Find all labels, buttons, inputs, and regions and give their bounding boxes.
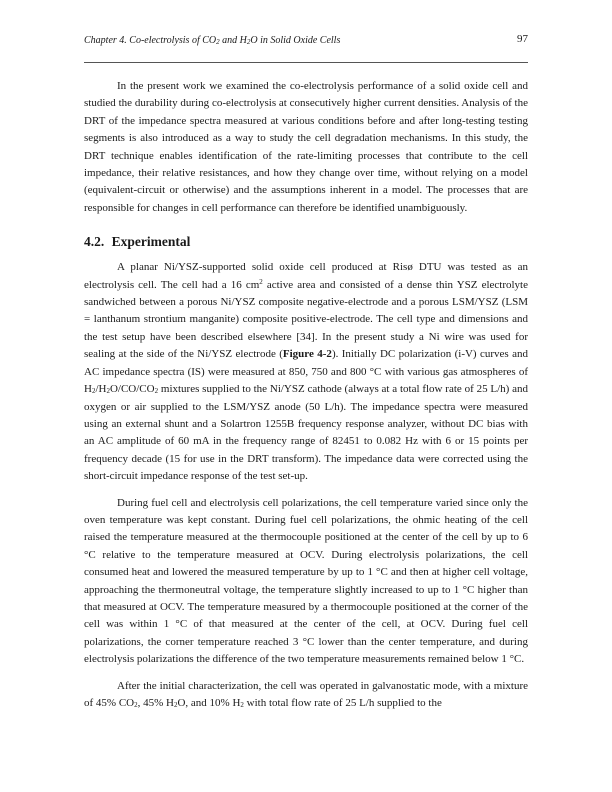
figure-reference: Figure 4-2 bbox=[282, 348, 332, 361]
section-title: Experimental bbox=[111, 234, 191, 250]
page-body bbox=[84, 78, 528, 721]
header-rule bbox=[84, 62, 528, 63]
intro-paragraph: In the present work we examined the co-electrolysis performance of a solid oxide cell and studied the durability during co-electrolysis at consecutively higher current densities. Analysis of the DRT of the impedance spectra measured at various conditions before and after long-testing testing segments is also introduced as a way to study the cell degradation mechanisms. In this study, the DRT technique enables identification of the rate-limiting processes that contribute to the cell impedance, their relative resistances, and how they change over time, without relying on a model (equivalent-circuit or otherwise) and the assumptions inherent in a model. The processes that are responsible for changes in cell performance can therefore be identified unambiguously. bbox=[84, 80, 528, 214]
chapter-title: Chapter 4. Co-electrolysis of $CO_2$ and $H_2O$ in Solid Oxide Cells bbox=[84, 35, 341, 46]
section-heading bbox=[84, 233, 528, 250]
running-header bbox=[84, 33, 528, 51]
page-number: 97 bbox=[517, 33, 528, 45]
experimental-paragraph: A planar Ni/YSZ-supported solid oxide cell produced at Risø DTU was tested as an electrolysis cell. The cell had a 16 $cm^2$ active area and consisted of a dense thin YSZ electrolyte sandwiched between a porous Ni/YSZ composite negative-electrode and a porous LSM/YSZ (LSM = lanthanum strontium manganite) composite positive-electrode. The cell type and dimensions and the test setup have been described elsewhere [34]. In the present study a Ni wire was used for sealing at the side of the Ni/YSZ electrode (Figure 4-2). Initially DC polarization (i-V) curves and AC impedance spectra (IS) were measured at 850, 750 and 800 °C with various gas atmospheres of $H_2/H_2O/CO/CO_2$ mixtures supplied to the Ni/YSZ cathode (always at a total flow rate of 25 L/h) and oxygen or air supplied to the LSM/YSZ anode (50 L/h). The impedance spectra were measured using an external shunt and a Solartron 1255B frequency response analyzer, without DC bias with an AC amplitude of 60 mA in the frequency range of 82451 to 0.082 Hz with 6 or 15 points per frequency decade (15 for use in the DRT transform). The impedance data were corrected using the short-circuit impedance response of the test set-up. bbox=[84, 261, 528, 483]
characterization-paragraph: After the initial characterization, the cell was operated in galvanostatic mode, with a mixture of 45% $CO_2$, 45% $H_2O$, and 10% $H_2$ with total flow rate of 25 L/h supplied to the bbox=[84, 679, 528, 709]
section-number: 4.2. bbox=[84, 234, 105, 250]
polarization-paragraph: During fuel cell and electrolysis cell polarizations, the cell temperature varied since only the oven temperature was kept constant. During fuel cell polarizations, the ohmic heating of the cell raised the temperature measured at the thermocouple positioned at the center of the cell by up to 6 °C relative to the temperature measured at OCV. During electrolysis polarizations, the cell consumed heat and lowered the measured temperature by up to 1 °C and then at higher cell voltage, approaching the thermoneutral voltage, the temperature slightly increased to up to 1 °C higher than that measured at OCV. The temperature measured by a thermocouple positioned at the corner of the cell was within 1 °C of that measured at the center of the cell, at OCV. During fuel cell polarizations, the corner temperature reached 3 °C lower than the center temperature, and during electrolysis polarizations the difference of the two temperature measurements remained below 1 °C. bbox=[84, 496, 528, 666]
